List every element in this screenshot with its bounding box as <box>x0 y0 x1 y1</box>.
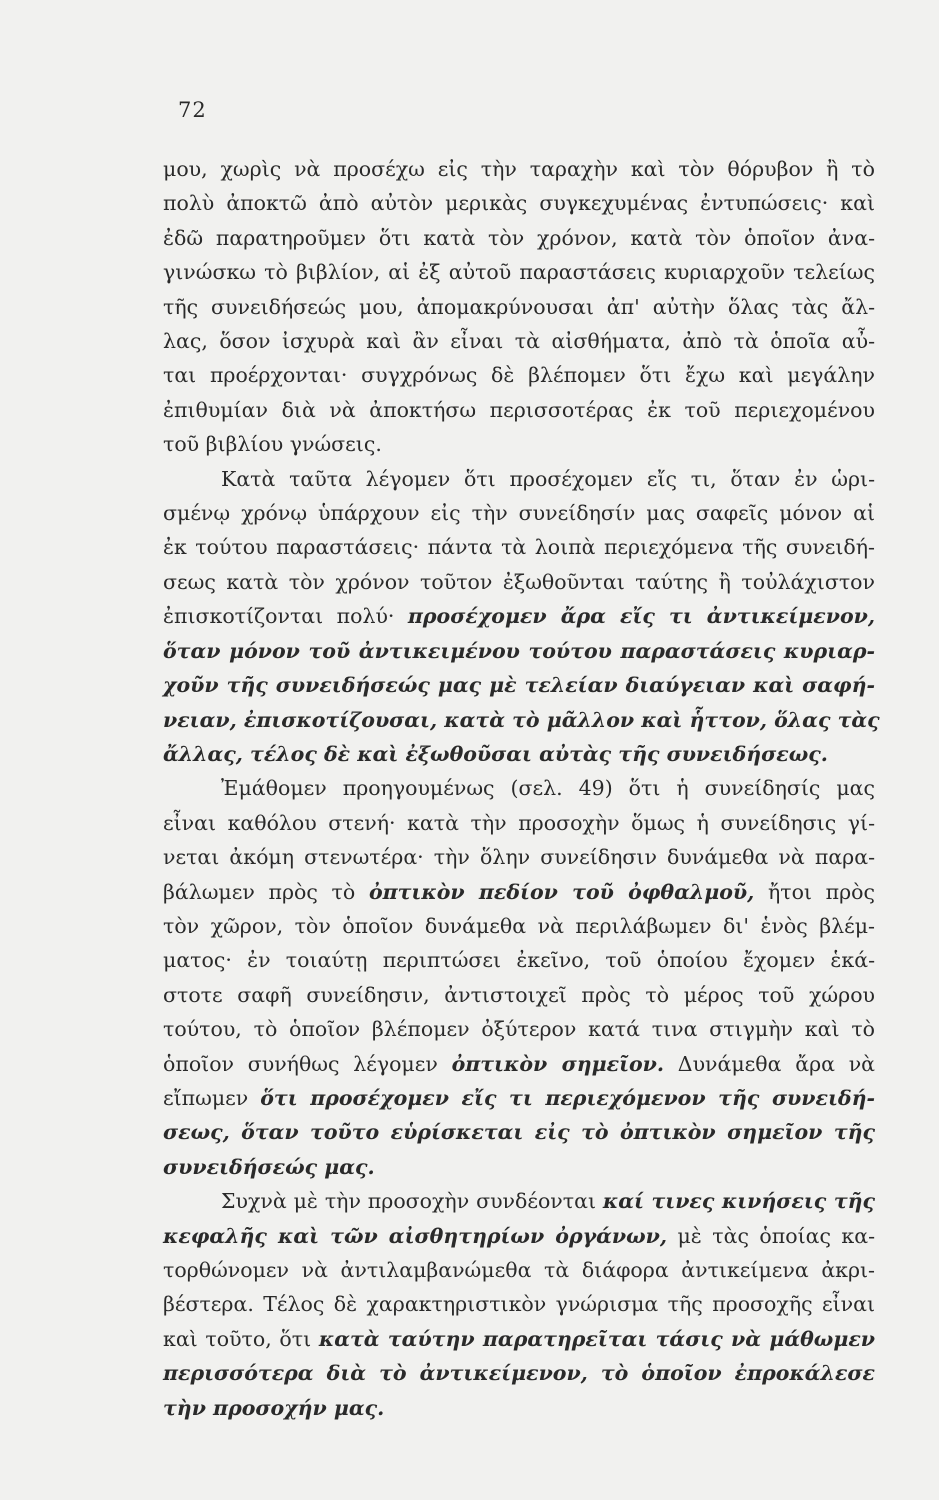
emphasized-text: ὀπτικὸν πεδίον τοῦ ὀφθαλμοῦ, <box>368 879 755 904</box>
emphasized-text: σεως, ὅταν τοῦτο εὑρίσκεται εἰς τὸ ὀπτικὸν σημεῖον τῆς <box>163 1120 875 1145</box>
emphasized-text: ὀπτικὸν σημεῖον. <box>451 1051 665 1076</box>
text-line <box>163 324 875 358</box>
text-line <box>163 496 875 530</box>
emphasized-text: χοῦν τῆς συνειδήσεώς μας μὲ τελείαν διαύγειαν καὶ σαφή- <box>163 673 875 698</box>
text-segment: Δυνάμεθα ἄρα νὰ <box>664 1051 876 1076</box>
text-line <box>163 634 875 668</box>
text-line <box>163 393 875 427</box>
text-segment: ἤτοι πρὸς <box>754 879 876 904</box>
text-segment: βάλωμεν πρὸς τὸ <box>163 879 369 904</box>
text-line <box>163 1047 875 1081</box>
emphasized-text: ὅτι προσέχομεν εἴς τι περιεχόμενον τῆς συνειδή- <box>260 1085 875 1110</box>
text-segment: Συχνὰ μὲ τὴν προσοχὴν συνδέονται <box>221 1189 603 1214</box>
text-line <box>163 875 875 909</box>
text-segment: Κατὰ ταῦτα λέγομεν ὅτι προσέχομεν εἴς τι, ὅταν ἐν ὡρι- <box>221 466 875 491</box>
emphasized-text: συνειδήσεώς μας. <box>163 1154 375 1179</box>
text-line <box>163 909 875 943</box>
text-segment: τοῦ βιβλίου γνώσεις. <box>163 432 382 457</box>
text-line <box>163 358 875 392</box>
text-line <box>163 668 875 702</box>
text-segment: γινώσκω τὸ βιβλίον, αἱ ἐξ αὐτοῦ παραστάσεις κυριαρχοῦν τελείως <box>163 260 875 285</box>
emphasized-text: προσέχομεν ἄρα εἴς τι ἀντικείμενον, <box>407 604 875 629</box>
text-segment: σεως κατὰ τὸν χρόνον τοῦτον ἐξωθοῦνται ταύτης ἢ τοὐλάχιστον <box>163 569 875 594</box>
text-segment: τῆς συνειδήσεώς μου, ἀπομακρύνουσαι ἀπ' αὐτὴν ὅλας τὰς ἄλ- <box>163 294 875 319</box>
text-line <box>163 221 875 255</box>
text-segment: Ἐμάθομεν προηγουμένως (σελ. 49) ὅτι ἡ συνείδησίς μας <box>221 776 875 801</box>
text-line <box>163 1253 875 1287</box>
text-segment: λας, ὅσον ἰσχυρὰ καὶ ἂν εἶναι τὰ αἰσθήματα, ἀπὸ τὰ ὁποῖα αὖ- <box>163 329 875 354</box>
text-segment: ἐκ τούτου παραστάσεις· πάντα τὰ λοιπὰ περιεχόμενα τῆς συνειδή- <box>163 535 875 560</box>
text-line <box>163 530 875 564</box>
text-segment: νεται ἀκόμη στενωτέρα· τὴν ὅλην συνείδησιν δυνάμεθα νὰ παρα- <box>163 845 875 870</box>
text-segment: ἐπιθυμίαν διὰ νὰ ἀποκτήσω περισσοτέρας ἐκ τοῦ περιεχομένου <box>163 397 875 422</box>
text-line <box>163 806 875 840</box>
text-line <box>163 943 875 977</box>
body-text <box>163 152 880 1425</box>
text-line <box>163 290 875 324</box>
text-line <box>163 1150 875 1184</box>
text-segment: βέστερα. Τέλος δὲ χαρακτηριστικὸν γνώρισμα τῆς προσοχῆς εἶναι <box>163 1292 875 1317</box>
emphasized-text: κατὰ ταύτην παρατηρεῖται τάσις νὰ μάθωμεν <box>318 1326 876 1351</box>
text-line <box>163 840 875 874</box>
text-segment: καὶ τοῦτο, ὅτι <box>163 1326 319 1351</box>
text-line <box>163 1322 875 1356</box>
text-line <box>163 255 875 289</box>
text-segment: ται προέρχονται· συγχρόνως δὲ βλέπομεν ὅτι ἔχω καὶ μεγάλην <box>163 363 875 388</box>
text-line <box>163 1081 875 1115</box>
text-line <box>163 1287 875 1321</box>
text-line <box>163 462 875 496</box>
text-segment: τορθώνομεν νὰ ἀντιλαμβανώμεθα τὰ διάφορα ἀντικείμενα ἀκρι- <box>163 1258 875 1282</box>
text-segment: ἐδῶ παρατηροῦμεν ὅτι κατὰ τὸν χρόνον, κατὰ τὸν ὁποῖον ἀνα- <box>163 225 875 250</box>
text-segment: ὁποῖον συνήθως λέγομεν <box>163 1051 452 1076</box>
emphasized-text: ὅταν μόνον τοῦ ἀντικειμένου τούτου παραστάσεις κυριαρ- <box>163 638 875 663</box>
text-line <box>163 1115 875 1149</box>
text-segment: ματος· ἐν τοιαύτῃ περιπτώσει ἐκεῖνο, τοῦ ὁποίου ἔχομεν ἑκά- <box>163 948 875 973</box>
text-line <box>163 599 875 633</box>
text-line <box>163 1356 875 1390</box>
emphasized-text: τὴν προσοχήν μας. <box>163 1395 385 1420</box>
text-line <box>163 186 875 220</box>
emphasized-text: ἄλλας, τέλος δὲ καὶ ἐξωθοῦσαι αὐτὰς τῆς συνειδήσεως. <box>163 741 828 766</box>
emphasized-text: περισσότερα διὰ τὸ ἀντικείμενον, τὸ ὁποῖον ἐπροκάλεσε <box>163 1361 875 1386</box>
text-line <box>163 1012 875 1046</box>
page-number: 72 <box>178 98 207 122</box>
text-segment: εἶναι καθόλου στενή· κατὰ τὴν προσοχὴν ὅμως ἡ συνείδησις γί- <box>163 810 875 835</box>
text-line <box>163 703 880 737</box>
text-segment: ἐπισκοτίζονται πολύ· <box>163 604 408 629</box>
text-segment: τούτου, τὸ ὁποῖον βλέπομεν ὀξύτερον κατά τινα στιγμὴν καὶ τὸ <box>163 1017 875 1042</box>
text-line <box>163 1219 875 1253</box>
text-line <box>163 565 875 599</box>
text-line <box>163 152 875 186</box>
text-segment: στοτε σαφῆ συνείδησιν, ἀντιστοιχεῖ πρὸς τὸ μέρος τοῦ χώρου <box>163 982 875 1007</box>
emphasized-text: καί τινες κινήσεις τῆς <box>602 1189 875 1214</box>
text-segment: μὲ τὰς ὁποίας κα- <box>667 1223 875 1248</box>
text-segment: τὸν χῶρον, τὸν ὁποῖον δυνάμεθα νὰ περιλάβωμεν δι' ἑνὸς βλέμ- <box>163 913 875 938</box>
text-segment: σμένῳ χρόνῳ ὑπάρχουν εἰς τὴν συνείδησίν μας σαφεῖς μόνον αἱ <box>163 501 875 526</box>
text-segment: μου, χωρὶς νὰ προσέχω εἰς τὴν ταραχὴν καὶ τὸν θόρυβον ἢ τὸ <box>163 157 875 181</box>
text-line <box>163 771 875 805</box>
emphasized-text: νειαν, ἐπισκοτίζουσαι, κατὰ τὸ μᾶλλον καὶ ἧττον, ὅλας τὰς <box>163 707 880 732</box>
text-line <box>163 737 875 771</box>
emphasized-text: κεφαλῆς καὶ τῶν αἰσθητηρίων ὀργάνων, <box>163 1223 667 1248</box>
text-segment: πολὺ ἀποκτῶ ἀπὸ αὐτὸν μερικὰς συγκεχυμένας ἐντυπώσεις· καὶ <box>163 191 875 216</box>
text-segment: εἴπωμεν <box>163 1085 261 1110</box>
text-line <box>163 427 875 461</box>
text-line <box>163 978 875 1012</box>
text-line <box>163 1184 875 1218</box>
text-line <box>163 1391 875 1425</box>
